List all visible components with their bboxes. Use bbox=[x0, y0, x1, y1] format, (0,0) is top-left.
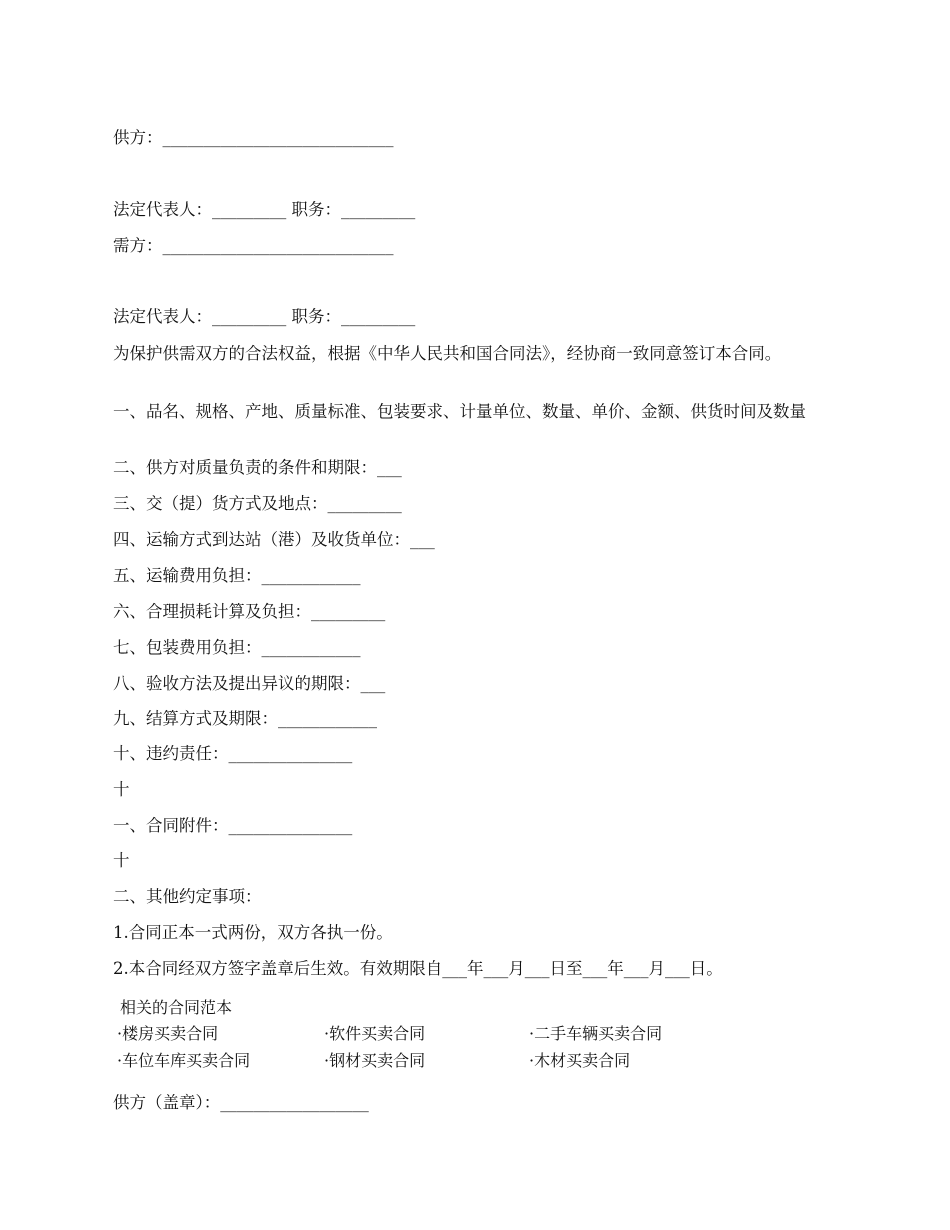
clause-3: 三、交（提）货方式及地点：_________ bbox=[113, 494, 402, 513]
clause-4: 四、运输方式到达站（港）及收货单位：___ bbox=[113, 530, 435, 549]
clause-8: 八、验收方法及提出异议的期限：___ bbox=[113, 674, 386, 693]
related-link-used-car-sale[interactable]: ·二手车辆买卖合同 bbox=[529, 1024, 663, 1043]
preamble-paragraph: 为保护供需双方的合法权益，根据《中华人民共和国合同法》，经协商一致同意签订本合同。 bbox=[113, 344, 782, 363]
clause-9: 九、结算方式及期限：____________ bbox=[113, 709, 377, 728]
supplier-line: 供方：____________________________ bbox=[113, 128, 394, 147]
clause-5: 五、运输费用负担：____________ bbox=[113, 566, 361, 585]
related-link-steel-sale[interactable]: ·钢材买卖合同 bbox=[324, 1051, 426, 1070]
clause-11-number-fragment: 十 bbox=[113, 780, 130, 799]
supplier-representative-line: 法定代表人：_________ 职务：_________ bbox=[113, 200, 416, 219]
supplier-seal-line: 供方（盖章）：__________________ bbox=[113, 1093, 369, 1112]
clause-11: 一、合同附件：_______________ bbox=[113, 816, 353, 835]
related-link-house-sale[interactable]: ·楼房买卖合同 bbox=[117, 1024, 219, 1043]
clause-2: 二、供方对质量负责的条件和期限：___ bbox=[113, 458, 402, 477]
related-link-parking-sale[interactable]: ·车位车库买卖合同 bbox=[117, 1051, 251, 1070]
clause-12: 二、其他约定事项： bbox=[113, 887, 262, 906]
other-item-2: 2.本合同经双方签字盖章后生效。有效期限自___年___月___日至___年___月___日。 bbox=[113, 959, 723, 978]
other-item-1: 1.合同正本一式两份，双方各执一份。 bbox=[113, 923, 393, 942]
buyer-representative-line: 法定代表人：_________ 职务：_________ bbox=[113, 307, 416, 326]
clause-10: 十、违约责任：_______________ bbox=[113, 744, 353, 763]
clause-6: 六、合理损耗计算及负担：_________ bbox=[113, 602, 386, 621]
related-link-software-sale[interactable]: ·软件买卖合同 bbox=[324, 1024, 426, 1043]
clause-7: 七、包装费用负担：____________ bbox=[113, 638, 361, 657]
related-templates-title: 相关的合同范本 bbox=[120, 998, 233, 1017]
related-link-timber-sale[interactable]: ·木材买卖合同 bbox=[529, 1051, 631, 1070]
buyer-line: 需方：____________________________ bbox=[113, 236, 394, 255]
clause-12-number-fragment: 十 bbox=[113, 851, 130, 870]
clause-1: 一、品名、规格、产地、质量标准、包装要求、计量单位、数量、单价、金额、供货时间及数量 bbox=[113, 402, 806, 421]
